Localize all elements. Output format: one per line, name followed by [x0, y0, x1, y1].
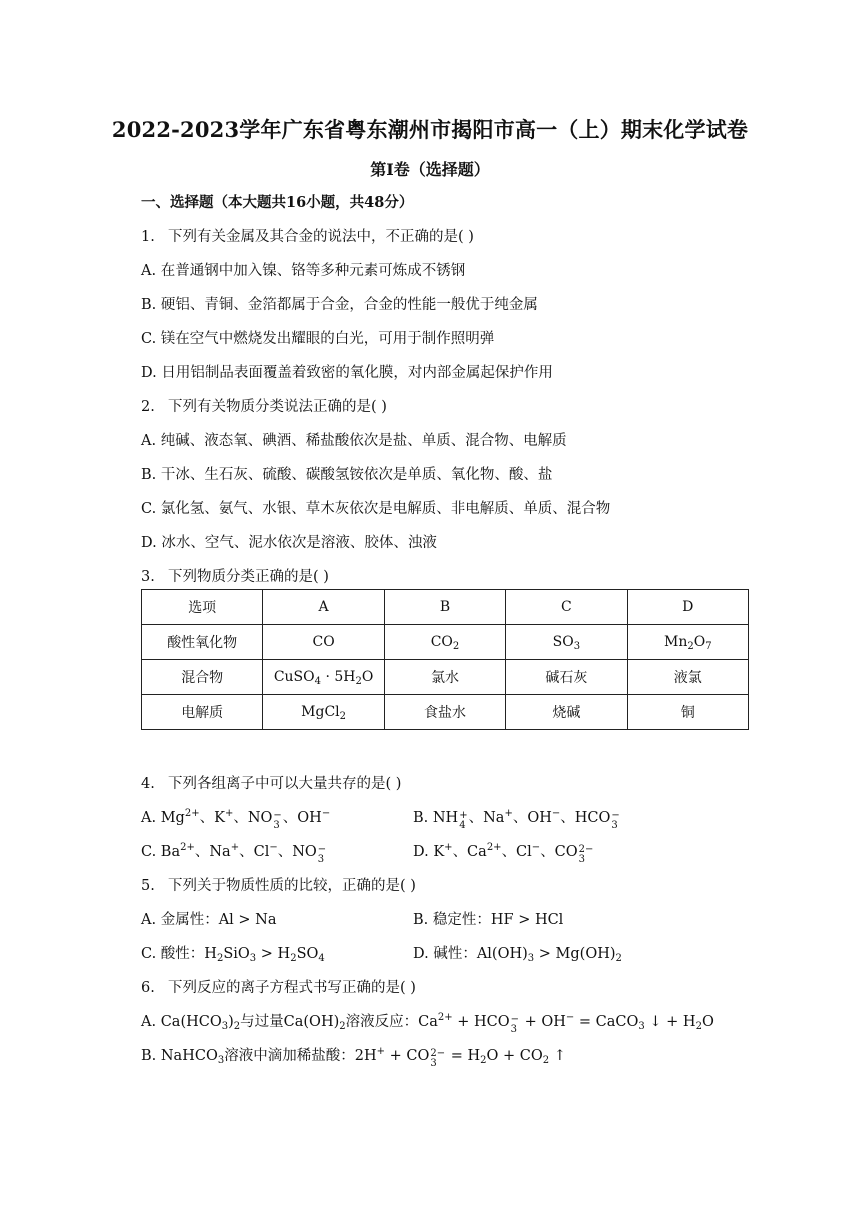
table-cell: $CO_2$: [384, 625, 505, 660]
option-label: D.: [413, 844, 429, 860]
q4-option-d: D. K+、$Ca^{2+}$、Cl−、CO 2− 3: [413, 842, 594, 865]
table-cell: CO: [263, 625, 384, 660]
q5-option-b: B. 稳定性：HF > HCl: [413, 912, 564, 928]
q4-option-c: C. $Ba^{2+}$、Na+、Cl−、NO − 3: [141, 842, 327, 865]
option-label: A.: [141, 810, 157, 826]
question-stem: 下列物质分类正确的是( ): [168, 569, 329, 585]
question-4: [141, 772, 401, 793]
option-label: C. 酸性：: [141, 946, 205, 962]
table-row: [142, 660, 749, 695]
question-2: [141, 395, 387, 416]
table-cell: 碱石灰: [506, 660, 627, 695]
table-cell: D: [627, 590, 748, 625]
table-cell: 电解质: [142, 695, 263, 730]
table-cell: 食盐水: [384, 695, 505, 730]
q5-option-d: D. 碱性：$Al(OH)_3 > Mg(OH)_2$: [413, 946, 622, 964]
table-cell: 选项: [142, 590, 263, 625]
table-cell: 铜: [627, 695, 748, 730]
q4-option-b: B. NH + 4 、Na+、OH−、HCO − 3: [413, 808, 620, 831]
section-subtitle: 第I卷（选择题）: [370, 160, 490, 179]
exam-title: 2022-2023学年广东省粤东潮州市揭阳市高一（上）期末化学试卷: [111, 117, 749, 142]
question-1: [141, 225, 474, 246]
q6-option-b: B. NaHCO$_3$溶液中滴加稀盐酸：2H+ + CO 2− 3 = $H_2O + CO_2$ ↑: [141, 1046, 566, 1069]
q1-option-d: D. 日用铝制品表面覆盖着致密的氧化膜，对内部金属起保护作用: [141, 365, 553, 381]
question-stem: 下列有关金属及其合金的说法中，不正确的是( ): [168, 229, 474, 245]
section-heading: 一、选择题（本大题共16小题，共48分）: [141, 194, 414, 211]
question-stem: 下列有关物质分类说法正确的是( ): [168, 399, 387, 415]
table-cell: 氯水: [384, 660, 505, 695]
q1-option-c: C. 镁在空气中燃烧发出耀眼的白光，可用于制作照明弹: [141, 331, 495, 347]
q2-option-b: B. 干冰、生石灰、硫酸、碳酸氢铵依次是单质、氧化物、酸、盐: [141, 467, 553, 483]
q1-option-b: B. 硬铝、青铜、金箔都属于合金，合金的性能一般优于纯金属: [141, 297, 538, 313]
table-cell: $SO_3$: [506, 625, 627, 660]
question-number: 2.: [141, 399, 155, 415]
option-label: B.: [141, 1048, 157, 1064]
table-cell: B: [384, 590, 505, 625]
classification-table: [141, 589, 749, 730]
option-label: C.: [141, 844, 157, 860]
q5-option-c: C. 酸性：$H_2SiO_3 > H_2SO_4$: [141, 946, 325, 964]
table-cell: 混合物: [142, 660, 263, 695]
question-number: 1.: [141, 229, 155, 245]
q1-option-a: A. 在普通钢中加入镍、铬等多种元素可炼成不锈钢: [141, 263, 466, 279]
q6-option-a: A. $Ca(HCO_3)_2$与过量$Ca(OH)_2$溶液反应：$Ca^{2+}$ + HCO − 3 + OH− = CaCO$_3$ ↓ + $H_2O$: [141, 1012, 714, 1035]
option-label: B.: [413, 810, 429, 826]
question-stem: 下列各组离子中可以大量共存的是( ): [168, 776, 402, 792]
table-header-row: [142, 590, 749, 625]
table-cell: 烧碱: [506, 695, 627, 730]
question-number: 4.: [141, 776, 155, 792]
table-cell: C: [506, 590, 627, 625]
table-row: [142, 695, 749, 730]
question-number: 5.: [141, 878, 155, 894]
q2-option-c: C. 氯化氢、氨气、水银、草木灰依次是电解质、非电解质、单质、混合物: [141, 501, 611, 517]
table-cell: 液氯: [627, 660, 748, 695]
option-label: D. 碱性：: [413, 946, 477, 962]
q2-option-d: D. 冰水、空气、泥水依次是溶液、胶体、浊液: [141, 535, 437, 551]
table-cell: CuSO$_4$ · $5H_2O$: [263, 660, 384, 695]
question-number: 6.: [141, 980, 155, 996]
table-cell: A: [263, 590, 384, 625]
q4-option-a: A. $Mg^{2+}$、K+、NO − 3 、OH−: [141, 808, 331, 831]
question-5: [141, 874, 416, 895]
question-6: [141, 976, 416, 997]
table-cell: MgCl$_2$: [263, 695, 384, 730]
q2-option-a: A. 纯碱、液态氧、碘酒、稀盐酸依次是盐、单质、混合物、电解质: [141, 433, 567, 449]
q5-option-a: A. 金属性：Al > Na: [141, 912, 277, 928]
option-label: A.: [141, 1014, 157, 1030]
table-cell: $Mn_2O_7$: [627, 625, 748, 660]
question-number: 3.: [141, 569, 155, 585]
question-stem: 下列关于物质性质的比较，正确的是( ): [168, 878, 416, 894]
question-stem: 下列反应的离子方程式书写正确的是( ): [168, 980, 416, 996]
table-row: [142, 625, 749, 660]
table-cell: 酸性氧化物: [142, 625, 263, 660]
question-3: [141, 565, 329, 586]
